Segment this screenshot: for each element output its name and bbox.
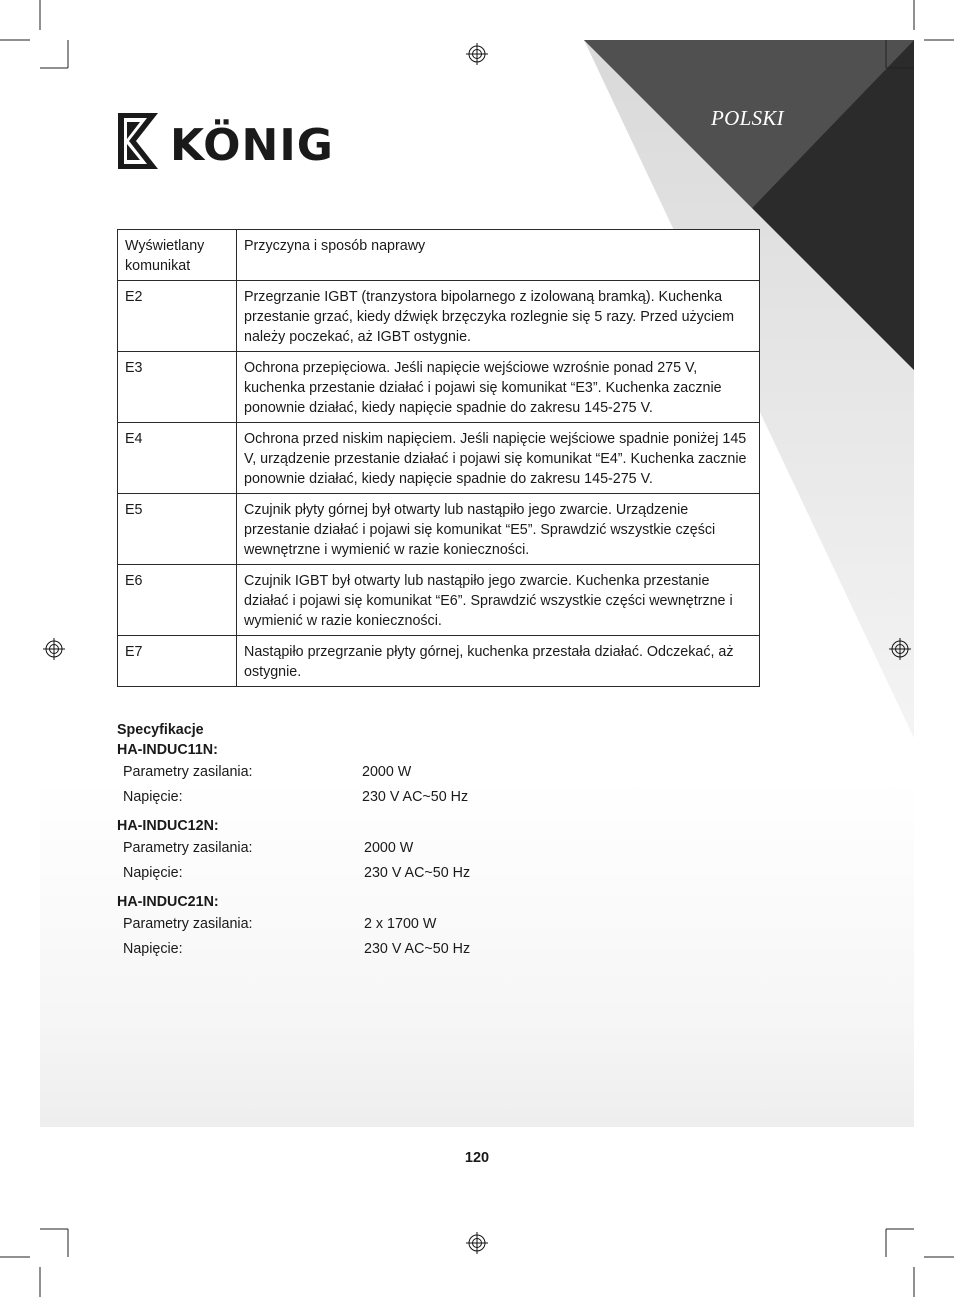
registration-mark-bottom [466, 1232, 488, 1254]
table-row [118, 494, 760, 565]
spec-label: Parametry zasilania: [123, 840, 253, 856]
header-cell-code: Wyświetlany komunikat [118, 230, 237, 281]
table-row [118, 565, 760, 636]
error-description-cell: Nastąpiło przegrzanie płyty górnej, kuchenka przestała działać. Odczekać, aż ostygnie. [237, 636, 760, 687]
language-label: POLSKI [711, 106, 784, 130]
spec-label: Parametry zasilania: [123, 764, 253, 780]
error-description-cell: Przegrzanie IGBT (tranzystora bipolarnego z izolowaną bramką). Kuchenka przestanie grzać, kiedy dźwięk brzęczyka rozlegnie się 5 razy. Przed użyciem należy poczekać, aż IGBT ostygnie. [237, 281, 760, 352]
page-number: 120 [464, 1150, 490, 1166]
spec-label: Parametry zasilania: [123, 916, 253, 932]
konig-logo [118, 113, 342, 171]
error-description-cell: Czujnik IGBT był otwarty lub nastąpiło jego zwarcie. Kuchenka przestanie działać i pojawi się komunikat “E6”. Sprawdzić wszystkie części wewnętrzne i wymienić w razie konieczności. [237, 565, 760, 636]
table-row [118, 281, 760, 352]
error-description-cell: Ochrona przepięciowa. Jeśli napięcie wejściowe wzrośnie ponad 275 V, kuchenka przestanie działać i pojawi się komunikat “E3”. Kuchenka zacznie ponownie działać, kiedy napięcie spadnie do zakresu 145-275 V. [237, 352, 760, 423]
error-table [117, 229, 760, 687]
model-name: HA-INDUC21N: [117, 894, 219, 910]
spec-label: Napięcie: [123, 941, 183, 957]
error-code-cell: E4 [118, 423, 237, 494]
spec-value: 230 V AC~50 Hz [364, 941, 471, 957]
spec-row [117, 785, 617, 810]
error-description-cell: Czujnik płyty górnej był otwarty lub nastąpiło jego zwarcie. Urządzenie przestanie działać i pojawi się komunikat “E5”. Sprawdzić wszystkie części wewnętrzne i wymienić w razie konieczności. [237, 494, 760, 565]
spec-row [117, 760, 617, 785]
model-name: HA-INDUC11N: [117, 742, 218, 758]
spec-value: 2000 W [362, 764, 412, 780]
logo-text: KÖNIG [170, 120, 334, 171]
registration-mark-top [466, 43, 488, 65]
specifications-title: Specyfikacje [117, 722, 204, 738]
table-row [118, 352, 760, 423]
spec-row [117, 836, 617, 861]
spec-models [117, 740, 617, 962]
registration-mark-left [43, 638, 65, 660]
spec-label: Napięcie: [123, 789, 183, 805]
spec-row [117, 912, 617, 937]
error-code-cell: E6 [118, 565, 237, 636]
spec-value: 2000 W [364, 840, 414, 856]
model-name: HA-INDUC12N: [117, 818, 219, 834]
error-code-cell: E2 [118, 281, 237, 352]
spec-label: Napięcie: [123, 865, 183, 881]
header-cell-description: Przyczyna i sposób naprawy [237, 230, 760, 281]
error-description-cell: Ochrona przed niskim napięciem. Jeśli napięcie wejściowe spadnie poniżej 145 V, urządzenie przestanie działać i pojawi się komunikat “E4”. Kuchenka zacznie ponownie działać, kiedy napięcie spadnie do zakresu 145-275 V. [237, 423, 760, 494]
spec-value: 230 V AC~50 Hz [364, 865, 471, 881]
table-row [118, 636, 760, 687]
table-header-row [118, 230, 760, 281]
spec-value: 2 x 1700 W [364, 916, 437, 932]
table-row [118, 423, 760, 494]
spec-value: 230 V AC~50 Hz [362, 789, 469, 805]
specifications-section [117, 720, 617, 962]
registration-mark-right [889, 638, 911, 660]
error-code-cell: E7 [118, 636, 237, 687]
error-code-cell: E5 [118, 494, 237, 565]
error-code-cell: E3 [118, 352, 237, 423]
spec-row [117, 861, 617, 886]
spec-row [117, 937, 617, 962]
